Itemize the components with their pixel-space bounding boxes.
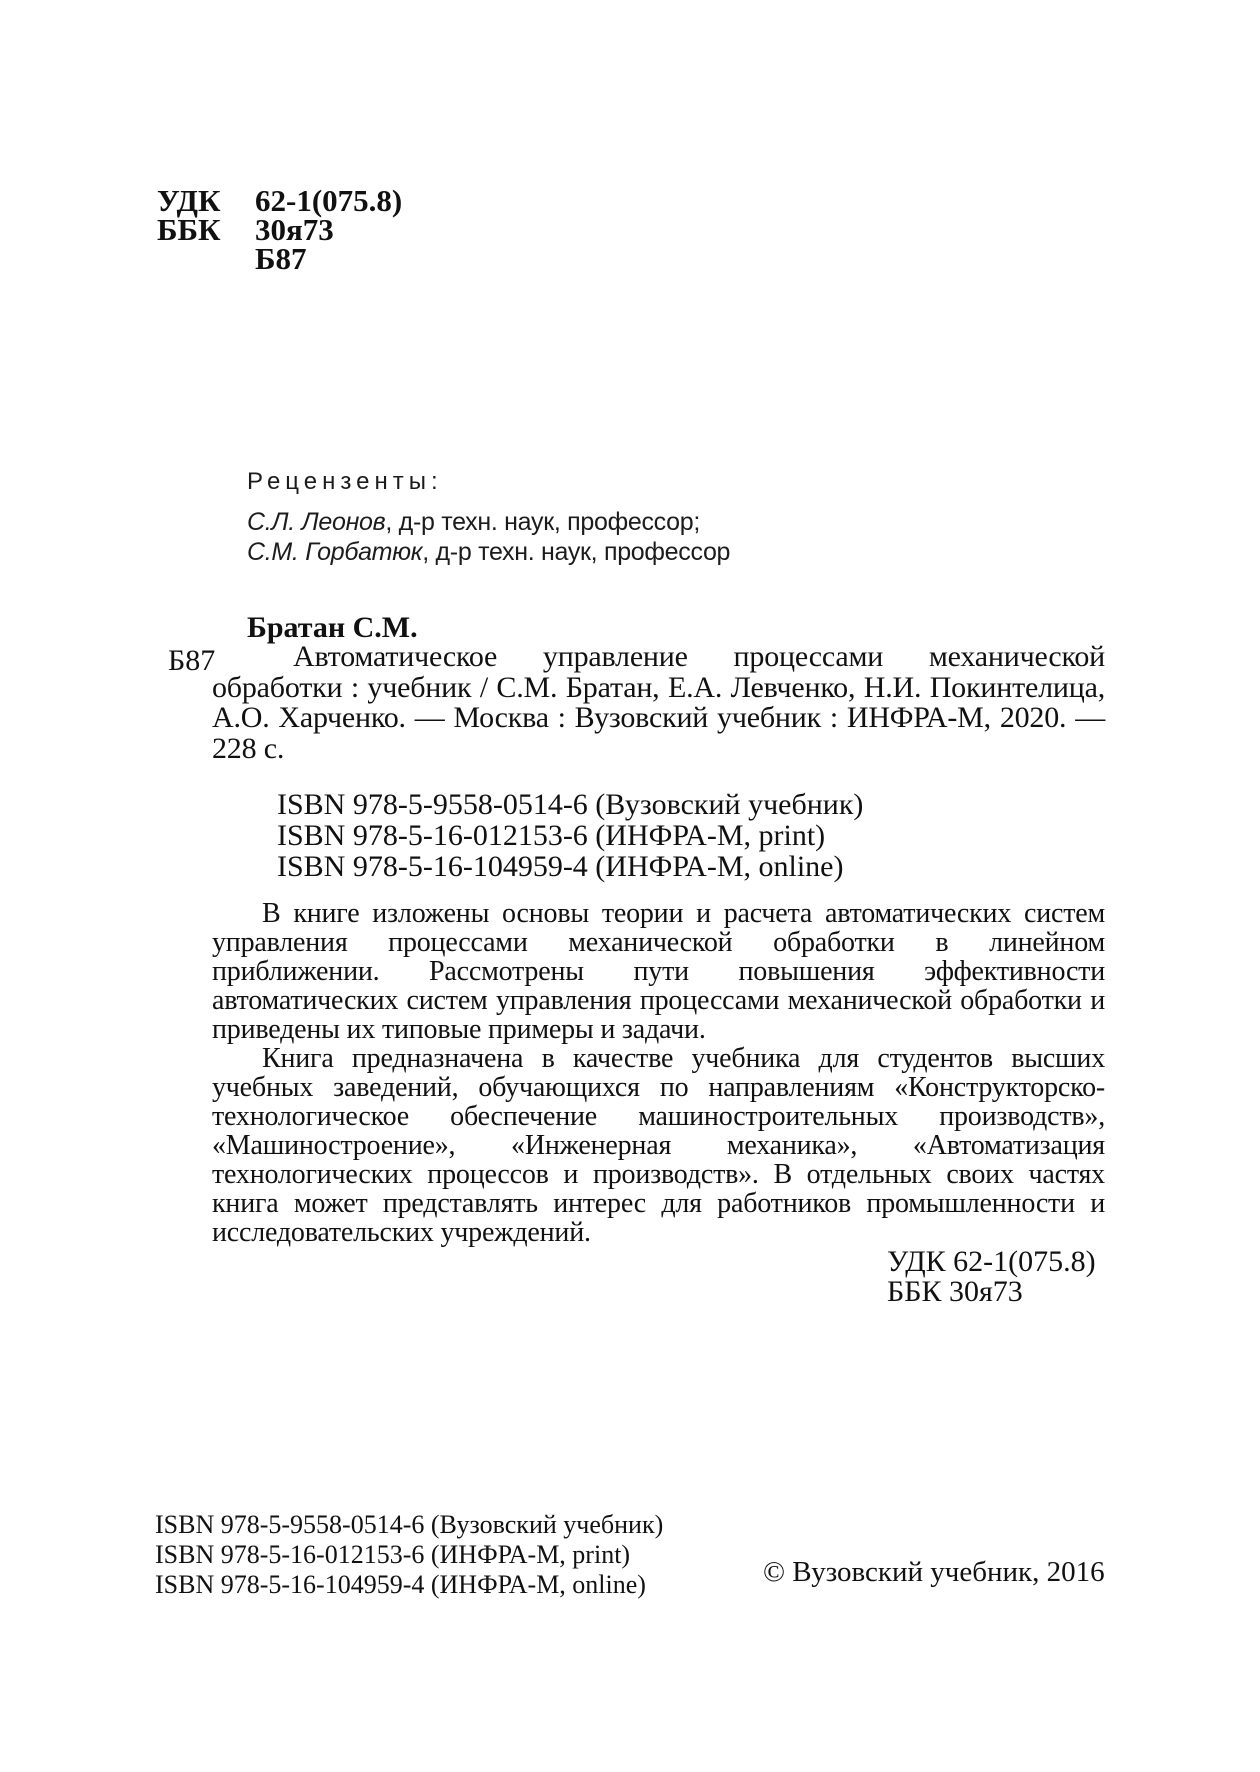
reviewer-line bbox=[247, 507, 730, 537]
bbk-row bbox=[157, 212, 402, 247]
udk-row bbox=[157, 183, 403, 218]
isbn-line: ISBN 978-5-9558-0514-6 (Вузовский учебник) bbox=[277, 788, 864, 821]
annotation bbox=[212, 899, 1105, 1247]
annotation-paragraph: В книге изложены основы теории и расчета автоматических систем управления процессами механической обработки в линейном приближении. Рассмотрены пути повышения эффективности автоматических систем управления процессами механической обработки и приведены их типовые примеры и задачи. bbox=[212, 898, 1105, 1045]
author-sign-spacer bbox=[157, 244, 255, 273]
reviewers-section bbox=[247, 468, 730, 567]
author-sign-row bbox=[157, 241, 402, 276]
udk-label: УДК bbox=[157, 183, 221, 218]
biblio-code: Б87 bbox=[168, 644, 216, 677]
reviewer-name: С.М. Горбатюк bbox=[247, 538, 423, 566]
isbn-footer bbox=[155, 1510, 663, 1600]
author-heading: Братан С.М. bbox=[247, 611, 418, 644]
biblio-description: Автоматическое управление процессами механической обработки : учебник / С.М. Братан, Е.А. Левченко, Н.И. Покинтелица, А.О. Харченко. — Москва : Вузовский учебник : ИНФРА-М, 2020. — 228 с. bbox=[212, 640, 1105, 765]
author-sign: Б87 bbox=[255, 241, 307, 276]
annotation-paragraph: Книга предназначена в качестве учебника для студентов высших учебных заведений, обучающихся по направлениям «Конструкторско-технологическое обеспечение машиностроительных производств», «Машиностроение», «Инженерная механика», «Автоматизация технологических процессов и производств». В отдельных своих частях книга может представлять интерес для работников промышленности и исследовательских учреждений. bbox=[212, 1043, 1105, 1248]
isbn-block bbox=[277, 789, 863, 882]
udk-value: 62-1(075.8) bbox=[255, 183, 403, 218]
reviewer-degree: , д-р техн. наук, профессор; bbox=[385, 508, 700, 536]
reviewers-heading: Рецензенты: bbox=[247, 468, 443, 495]
reviewer-name: С.Л. Леонов bbox=[247, 508, 386, 536]
classification-bottom bbox=[887, 1247, 1096, 1307]
isbn-line: ISBN 978-5-16-104959-4 (ИНФРА-М, online) bbox=[277, 850, 844, 883]
copyright-notice: © Вузовский учебник, 2016 bbox=[763, 1556, 1105, 1588]
bbk-bottom-line: ББК 30я73 bbox=[887, 1275, 1023, 1308]
reviewer-degree: , д-р техн. наук, профессор bbox=[422, 538, 731, 566]
isbn-footer-line: ISBN 978-5-16-104959-4 (ИНФРА-М, online) bbox=[155, 1570, 646, 1599]
isbn-footer-line: ISBN 978-5-16-012153-6 (ИНФРА-М, print) bbox=[155, 1540, 631, 1569]
reviewer-line bbox=[247, 537, 730, 567]
bbk-value: 30я73 bbox=[255, 212, 334, 247]
isbn-line: ISBN 978-5-16-012153-6 (ИНФРА-М, print) bbox=[277, 819, 826, 852]
isbn-footer-line: ISBN 978-5-9558-0514-6 (Вузовский учебник) bbox=[155, 1510, 664, 1539]
udk-bottom-line: УДК 62-1(075.8) bbox=[887, 1245, 1096, 1278]
bbk-label: ББК bbox=[157, 212, 221, 247]
classification-top bbox=[157, 183, 403, 276]
